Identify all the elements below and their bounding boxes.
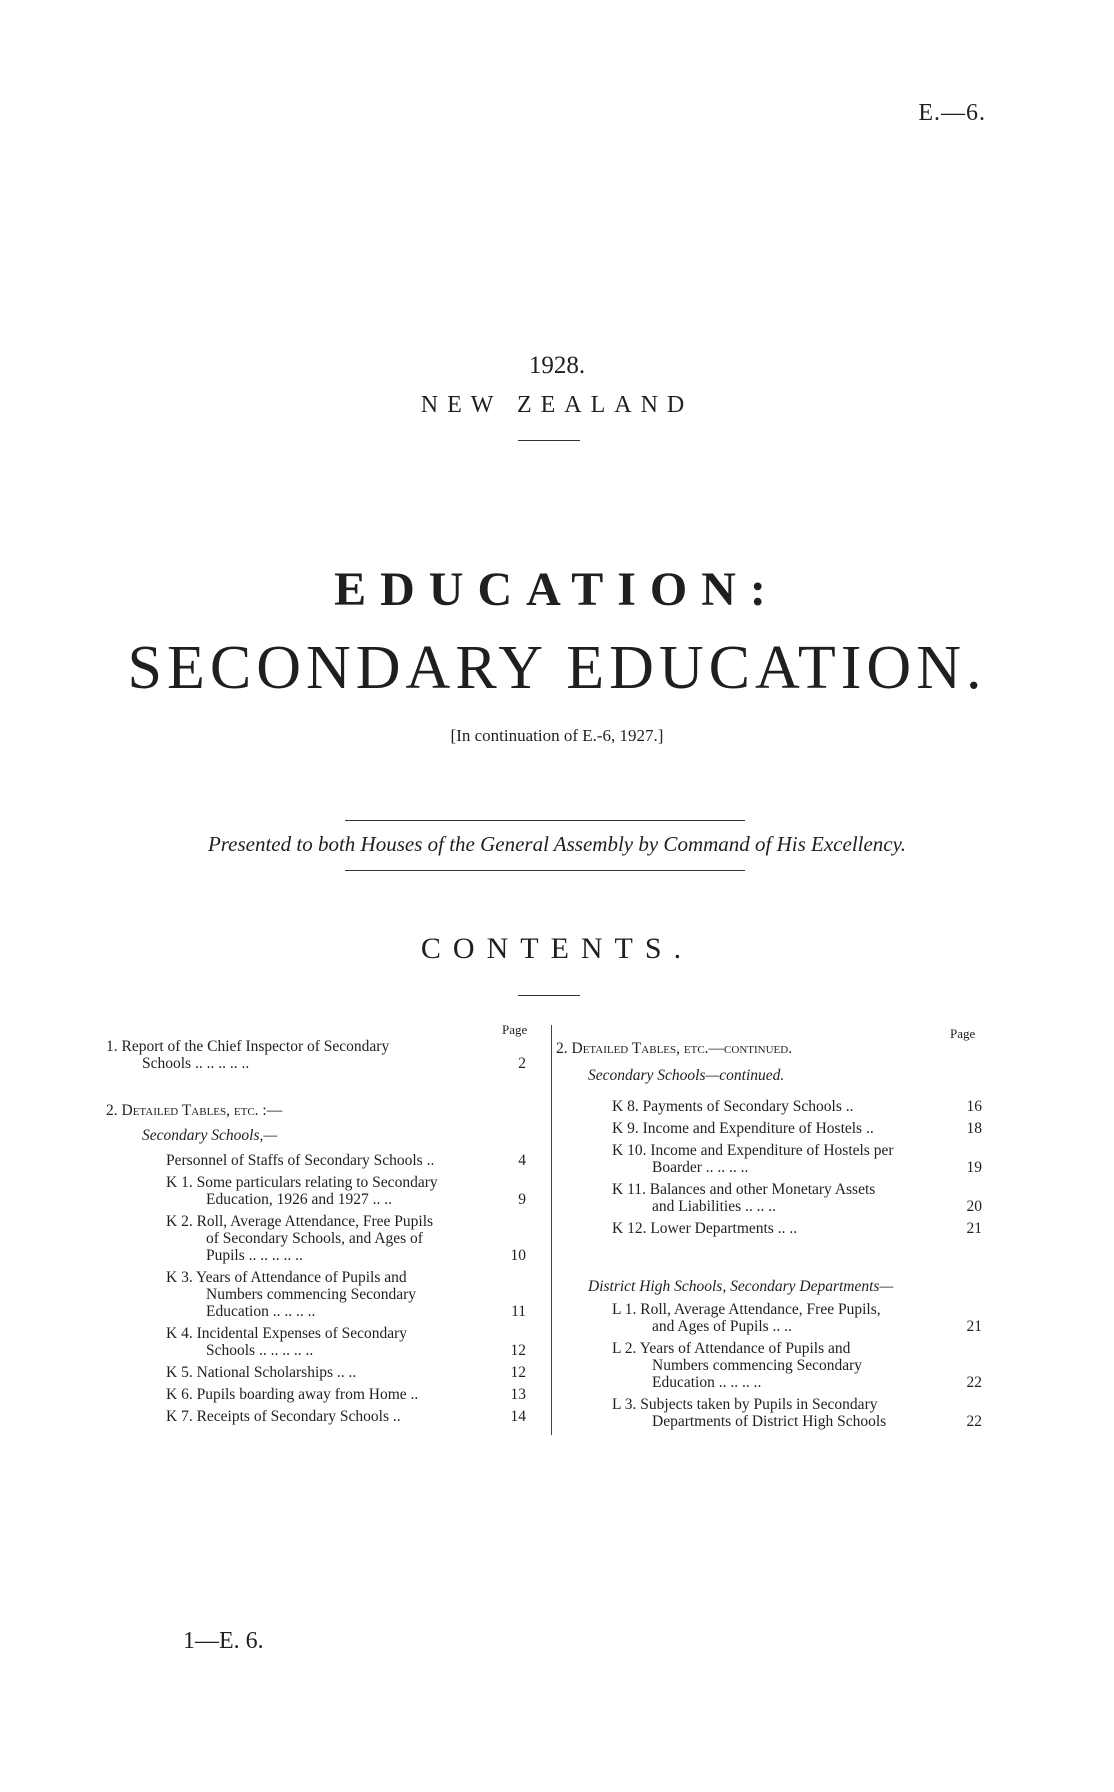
page-number: 12	[510, 1364, 526, 1381]
divider-rule	[345, 870, 745, 871]
sheet-reference: 1—E. 6.	[183, 1628, 264, 1654]
page-number: 16	[966, 1098, 982, 1115]
page-number: 22	[966, 1374, 982, 1391]
contents-subsection: Secondary Schools,—	[142, 1127, 278, 1144]
entry-line: K 7. Receipts of Secondary Schools ..	[166, 1408, 401, 1425]
contents-entry: 1. Report of the Chief Inspector of Secondary Schools .. .. .. .. .. 2	[106, 1038, 526, 1072]
entry-line: L 3. Subjects taken by Pupils in Secondary	[612, 1396, 878, 1413]
page-number: 13	[510, 1386, 526, 1403]
contents-entry	[166, 1408, 526, 1425]
contents-subsection: District High Schools, Secondary Departments—	[588, 1278, 894, 1295]
year: 1928.	[528, 352, 586, 379]
entry-line: L 1. Roll, Average Attendance, Free Pupils,	[612, 1301, 881, 1318]
contents-entry	[612, 1301, 982, 1335]
page-number: 18	[966, 1120, 982, 1137]
page-number: 12	[510, 1342, 526, 1359]
contents-entry	[612, 1396, 982, 1430]
main-title: EDUCATION:	[334, 563, 780, 616]
continuation-note: [In continuation of E.-6, 1927.]	[450, 726, 664, 745]
page-number: 22	[966, 1413, 982, 1430]
sub-title: SECONDARY EDUCATION.	[127, 634, 987, 702]
contents-section: 2. Detailed Tables, etc. :—	[106, 1102, 283, 1119]
contents-entry	[166, 1213, 526, 1264]
contents-entry	[612, 1098, 982, 1115]
entry-line: Education .. .. .. ..	[206, 1303, 316, 1320]
entry-line: K 9. Income and Expenditure of Hostels ..	[612, 1120, 874, 1137]
document-reference: E.—6.	[918, 100, 986, 126]
page-number: 14	[510, 1408, 526, 1425]
entry-line: K 2. Roll, Average Attendance, Free Pupils	[166, 1213, 434, 1230]
contents-entry	[166, 1364, 526, 1381]
entry-line: Pupils .. .. .. .. ..	[206, 1247, 303, 1264]
entry-line: Numbers commencing Secondary	[652, 1357, 863, 1374]
entry-line: K 3. Years of Attendance of Pupils and	[166, 1269, 407, 1286]
contents-entry	[612, 1220, 982, 1237]
entry-line: K 10. Income and Expenditure of Hostels per	[612, 1142, 894, 1159]
page-number: 9	[518, 1191, 526, 1208]
contents-entry	[166, 1386, 526, 1403]
page-number: 21	[966, 1318, 982, 1335]
contents-entry	[166, 1174, 526, 1208]
entry-line: Departments of District High Schools	[652, 1413, 887, 1430]
entry-line: Numbers commencing Secondary	[206, 1286, 417, 1303]
contents-right-column	[556, 1040, 982, 1435]
entry-line: K 6. Pupils boarding away from Home ..	[166, 1386, 419, 1403]
entry-line: K 8. Payments of Secondary Schools ..	[612, 1098, 854, 1115]
contents-subsection: Secondary Schools—continued.	[588, 1067, 785, 1084]
entry-line: Schools .. .. .. .. ..	[206, 1342, 314, 1359]
contents-entries	[556, 1301, 982, 1430]
divider-rule	[345, 820, 745, 821]
contents-entries	[106, 1152, 526, 1425]
page-column-label: Page	[502, 1022, 528, 1037]
page-number: 20	[966, 1198, 982, 1215]
entry-line: K 1. Some particulars relating to Secondary	[166, 1174, 438, 1191]
entry-line: and Liabilities .. .. ..	[652, 1198, 776, 1215]
country: NEW ZEALAND	[420, 392, 694, 418]
entry-line: of Secondary Schools, and Ages of	[206, 1230, 423, 1247]
page-number: 19	[966, 1159, 982, 1176]
page-number: 11	[511, 1303, 526, 1320]
divider-rule	[518, 440, 580, 441]
contents-entry	[166, 1325, 526, 1359]
divider-rule	[518, 995, 580, 996]
contents-entry	[166, 1269, 526, 1320]
page-column-label: Page	[950, 1026, 976, 1041]
entry-line: and Ages of Pupils .. ..	[652, 1318, 792, 1335]
entry-line: K 12. Lower Departments .. ..	[612, 1220, 798, 1237]
entry-line: Education, 1926 and 1927 .. ..	[206, 1191, 392, 1208]
entry-line: Education .. .. .. ..	[652, 1374, 762, 1391]
contents-entry	[612, 1340, 982, 1391]
column-divider	[551, 1025, 552, 1435]
entry-line: K 4. Incidental Expenses of Secondary	[166, 1325, 408, 1342]
contents-entries	[556, 1098, 982, 1237]
contents-heading: CONTENTS.	[420, 932, 694, 965]
entry-line: Boarder .. .. .. ..	[652, 1159, 749, 1176]
contents-entry	[166, 1152, 526, 1169]
page-number: 21	[966, 1220, 982, 1237]
presentation-statement: Presented to both Houses of the General Assembly by Command of His Excellency.	[207, 832, 907, 856]
contents-entry	[612, 1120, 982, 1137]
entry-line: K 11. Balances and other Monetary Assets	[612, 1181, 876, 1198]
contents-entry	[612, 1142, 982, 1176]
entry-line: Personnel of Staffs of Secondary Schools ..	[166, 1152, 435, 1169]
entry-line: K 5. National Scholarships .. ..	[166, 1364, 357, 1381]
entry-line: L 2. Years of Attendance of Pupils and	[612, 1340, 851, 1357]
contents-entry	[612, 1181, 982, 1215]
contents-section: 2. Detailed Tables, etc.—continued.	[556, 1040, 793, 1057]
page-number: 4	[518, 1152, 526, 1169]
page-number: 2	[518, 1055, 526, 1072]
contents-left-column	[106, 1038, 526, 1430]
page-number: 10	[510, 1247, 526, 1264]
